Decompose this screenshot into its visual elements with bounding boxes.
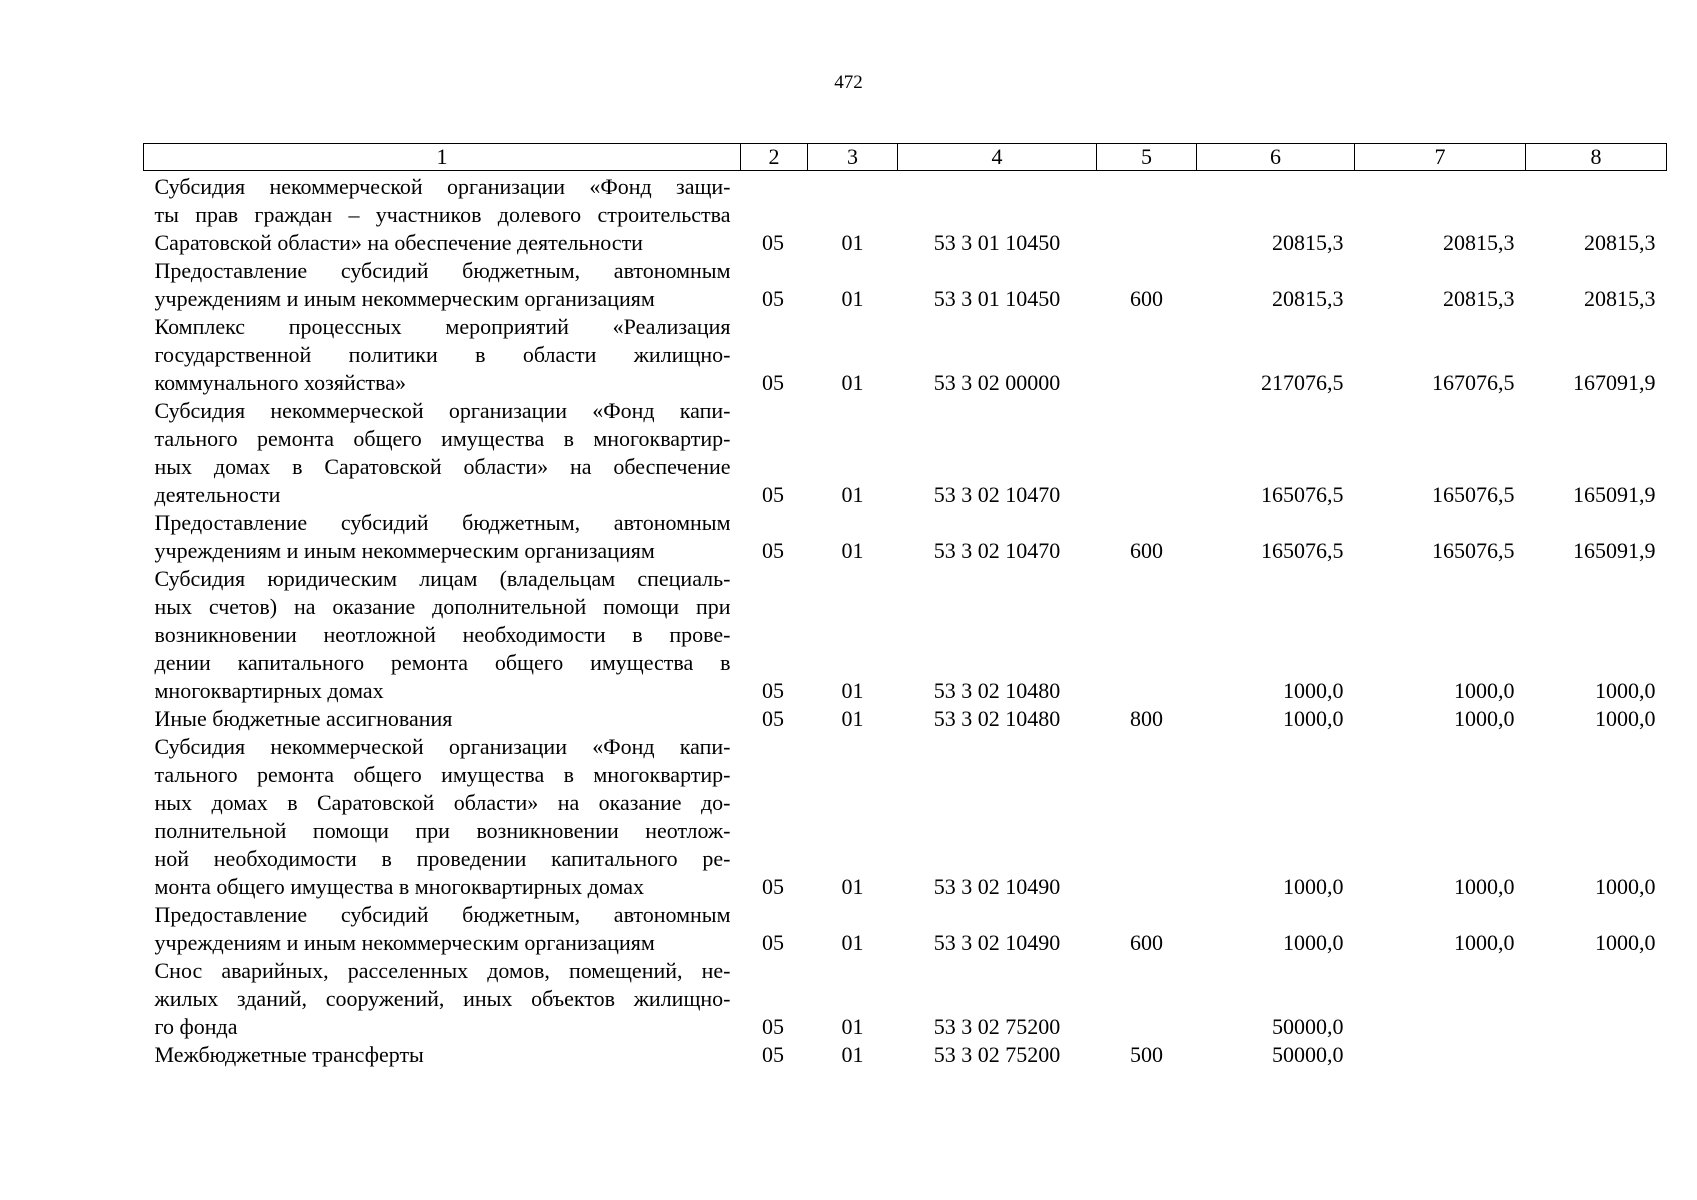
amount-col-6: 1000,0 [1283,678,1344,703]
amount-col-7: 20815,3 [1443,286,1515,311]
description-line: Предоставление субсидий бюджетным, автономным [154,510,731,535]
row-description [144,957,741,1041]
description-line: коммунального хозяйства» [154,370,406,395]
description-line: монта общего имущества в многоквартирных домах [154,874,644,899]
target-article-code: 53 3 02 75200 [933,1014,1061,1039]
amount-col-7: 165076,5 [1432,482,1515,507]
amount-col-6: 50000,0 [1272,1042,1344,1067]
header-cell: 8 [1526,144,1667,171]
amount-col-8: 1000,0 [1595,678,1656,703]
target-article-code: 53 3 02 10490 [933,930,1061,955]
target-article-code: 53 3 02 00000 [933,370,1061,395]
subsection-code: 01 [841,538,864,563]
amount-col-6: 1000,0 [1283,874,1344,899]
table-row [144,957,1667,1041]
header-cell: 2 [741,144,808,171]
header-cell: 4 [898,144,1097,171]
amount-col-7: 1000,0 [1454,678,1515,703]
table-header-row [144,144,1667,171]
expense-type-code: 600 [1130,930,1163,955]
section-code: 05 [762,706,784,731]
header-cell: 5 [1097,144,1197,171]
row-description [144,397,741,509]
expense-type-code [1097,397,1197,509]
expense-type-code: 500 [1130,1042,1163,1067]
description-line: многоквартирных домах [154,678,384,703]
subsection-code: 01 [841,706,864,731]
description-line: ной необходимости в проведении капитального ре- [154,846,731,871]
header-cell: 7 [1355,144,1526,171]
description-line: ных счетов) на оказание дополнительной помощи при [154,594,731,619]
description-line: ных домах в Саратовской области» на оказание до- [154,790,731,815]
description-line: тального ремонта общего имущества в многоквартир- [154,762,731,787]
target-article-code: 53 3 02 10490 [933,874,1061,899]
expense-type-code [1097,171,1197,258]
description-line: деятельности [154,482,281,507]
description-line: Субсидия юридическим лицам (владельцам специаль- [154,566,731,591]
header-cell: 3 [808,144,898,171]
table-row [144,257,1667,313]
expense-type-code [1097,733,1197,901]
section-code: 05 [762,874,784,899]
subsection-code: 01 [841,930,864,955]
section-code: 05 [762,678,784,703]
subsection-code: 01 [841,286,864,311]
amount-col-7: 1000,0 [1454,874,1515,899]
table-row [144,171,1667,258]
amount-col-6: 20815,3 [1272,230,1344,255]
expense-type-code: 600 [1130,286,1163,311]
description-line: Межбюджетные трансферты [154,1042,424,1067]
target-article-code: 53 3 01 10450 [933,286,1061,311]
row-description [144,733,741,901]
section-code: 05 [762,1014,784,1039]
description-line: Субсидия некоммерческой организации «Фонд капи- [154,734,731,759]
description-line: тального ремонта общего имущества в многоквартир- [154,426,731,451]
description-line: учреждениям и иным некоммерческим организациям [154,286,655,311]
header-cell: 6 [1197,144,1355,171]
description-line: Предоставление субсидий бюджетным, автономным [154,258,731,283]
amount-col-8: 1000,0 [1595,706,1656,731]
amount-col-7: 165076,5 [1432,538,1515,563]
amount-col-8: 1000,0 [1595,930,1656,955]
table-row [144,397,1667,509]
description-line: Комплекс процессных мероприятий «Реализация [154,314,731,339]
section-code: 05 [762,230,784,255]
description-line: Саратовской области» на обеспечение деятельности [154,230,643,255]
row-description [144,1041,741,1069]
table-row [144,705,1667,733]
description-line: полнительной помощи при возникновении неотлож- [154,818,731,843]
budget-table [143,143,1667,1069]
section-code: 05 [762,370,784,395]
description-line: жилых зданий, сооружений, иных объектов жилищно- [154,986,731,1011]
description-line: учреждениям и иным некоммерческим организациям [154,538,655,563]
row-description [144,171,741,258]
amount-col-7 [1355,957,1526,1041]
subsection-code: 01 [841,230,864,255]
target-article-code: 53 3 02 10470 [933,538,1061,563]
row-description [144,705,741,733]
expense-type-code: 600 [1130,538,1163,563]
table-row [144,509,1667,565]
amount-col-8 [1526,1041,1667,1069]
subsection-code: 01 [841,482,864,507]
table-row [144,1041,1667,1069]
section-code: 05 [762,538,784,563]
description-line: Субсидия некоммерческой организации «Фонд защи- [154,174,731,199]
amount-col-6: 1000,0 [1283,930,1344,955]
description-line: государственной политики в области жилищно- [154,342,731,367]
target-article-code: 53 3 02 10470 [933,482,1061,507]
target-article-code: 53 3 02 10480 [933,706,1061,731]
section-code: 05 [762,930,784,955]
table-row [144,733,1667,901]
amount-col-6: 20815,3 [1272,286,1344,311]
page-number: 472 [834,72,863,93]
amount-col-8 [1526,957,1667,1041]
amount-col-8: 1000,0 [1595,874,1656,899]
amount-col-6: 165076,5 [1261,482,1344,507]
amount-col-6: 165076,5 [1261,538,1344,563]
row-description [144,565,741,705]
row-description [144,901,741,957]
amount-col-8: 20815,3 [1584,230,1656,255]
table-row [144,565,1667,705]
table-body [144,171,1667,1070]
description-line: Предоставление субсидий бюджетным, автономным [154,902,731,927]
amount-col-7 [1355,1041,1526,1069]
amount-col-6: 217076,5 [1261,370,1344,395]
description-line: Снос аварийных, расселенных домов, помещений, не- [154,958,731,983]
row-description [144,257,741,313]
row-description [144,313,741,397]
amount-col-8: 165091,9 [1573,538,1656,563]
description-line: ты прав граждан – участников долевого строительства [154,202,731,227]
amount-col-8: 20815,3 [1584,286,1656,311]
section-code: 05 [762,286,784,311]
section-code: 05 [762,1042,784,1067]
subsection-code: 01 [841,1042,864,1067]
target-article-code: 53 3 02 75200 [933,1042,1061,1067]
header-cell: 1 [144,144,741,171]
subsection-code: 01 [841,370,864,395]
target-article-code: 53 3 01 10450 [933,230,1061,255]
amount-col-7: 167076,5 [1432,370,1515,395]
description-line: возникновении неотложной необходимости в прове- [154,622,731,647]
description-line: го фонда [154,1014,238,1039]
amount-col-6: 50000,0 [1272,1014,1344,1039]
amount-col-6: 1000,0 [1283,706,1344,731]
description-line: учреждениям и иным некоммерческим организациям [154,930,655,955]
expense-type-code [1097,957,1197,1041]
subsection-code: 01 [841,874,864,899]
description-line: Иные бюджетные ассигнования [154,706,453,731]
subsection-code: 01 [841,1014,864,1039]
table-row [144,901,1667,957]
expense-type-code [1097,565,1197,705]
description-line: ных домах в Саратовской области» на обеспечение [154,454,731,479]
amount-col-8: 167091,9 [1573,370,1656,395]
row-description [144,509,741,565]
subsection-code: 01 [841,678,864,703]
amount-col-8: 165091,9 [1573,482,1656,507]
amount-col-7: 1000,0 [1454,706,1515,731]
amount-col-7: 20815,3 [1443,230,1515,255]
target-article-code: 53 3 02 10480 [933,678,1061,703]
expense-type-code: 800 [1130,706,1163,731]
expense-type-code [1097,313,1197,397]
section-code: 05 [762,482,784,507]
description-line: дении капитального ремонта общего имущества в [154,650,731,675]
table-row [144,313,1667,397]
description-line: Субсидия некоммерческой организации «Фонд капи- [154,398,731,423]
amount-col-7: 1000,0 [1454,930,1515,955]
